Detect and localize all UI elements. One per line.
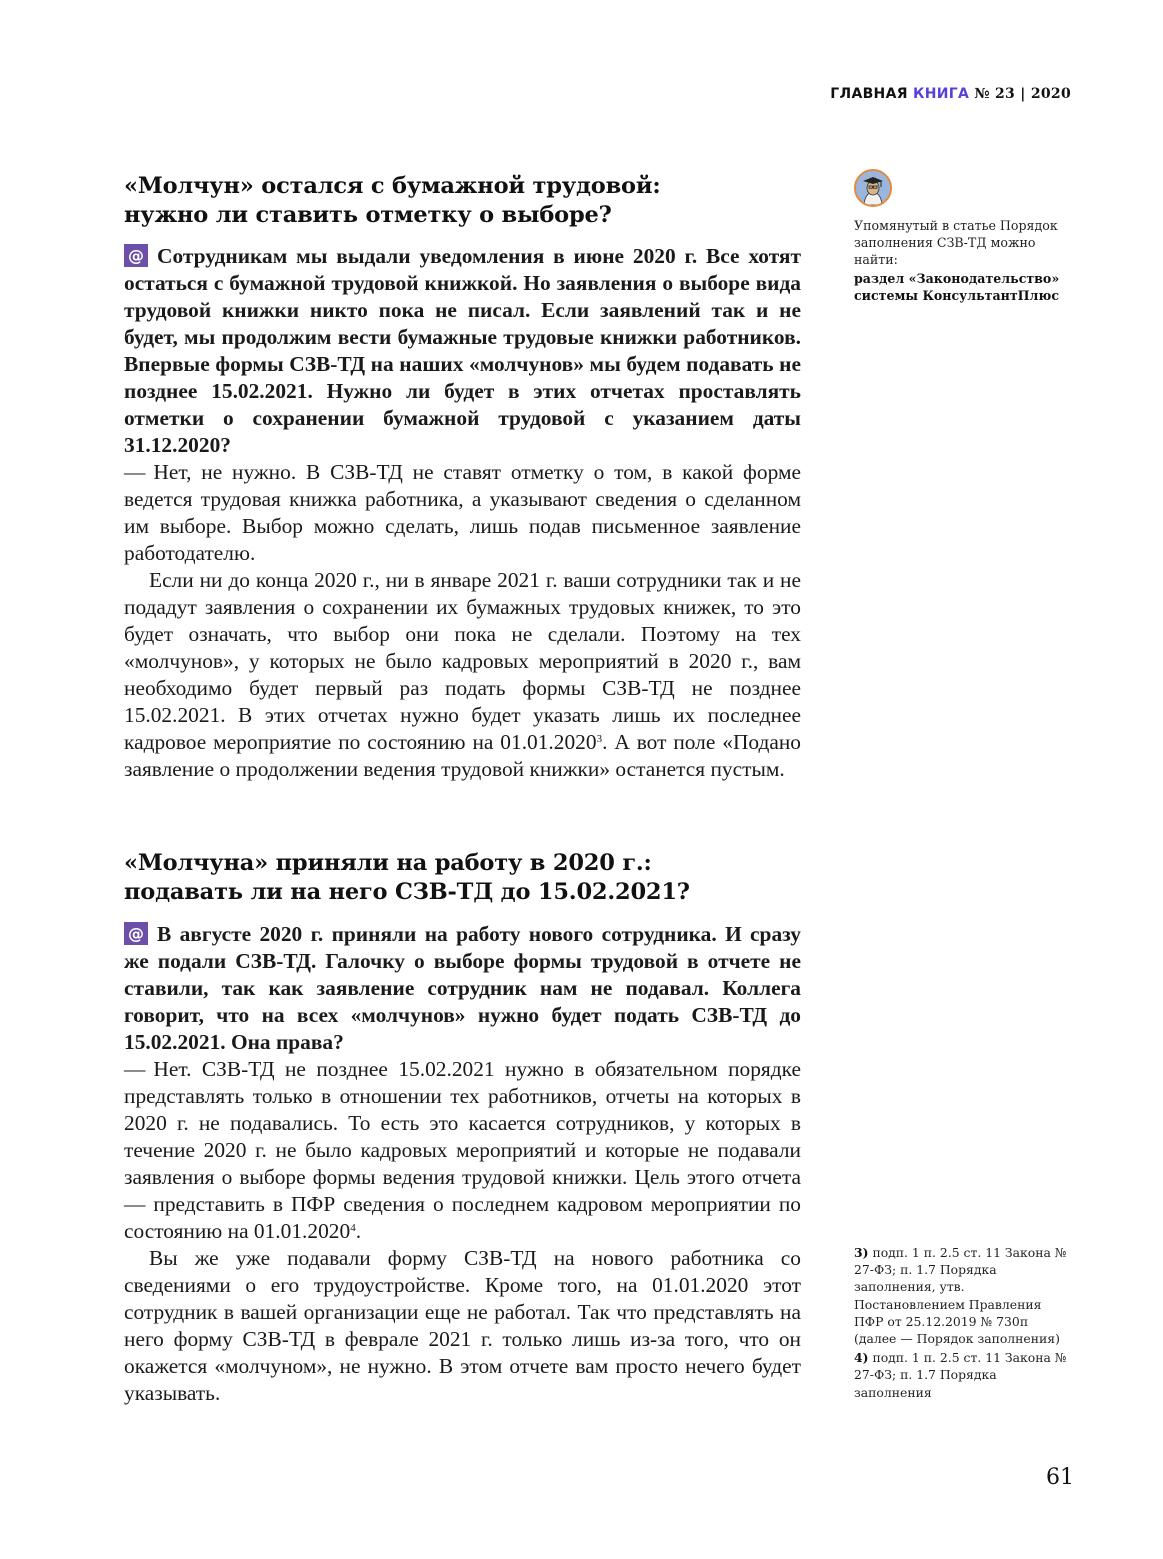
section1-question-text: Сотрудникам мы выдали уведомления в июне 2020 г. Все хотят остаться с бумажной трудовой книжкой. Но заявления о выборе вида трудовой книжки никто пока не писал. Если заявлений так и не будет, мы продолжим вести бумажные трудовые книжки работников. Впервые формы СЗВ-ТД на наших «молчунов» мы будем подавать не позднее 15.02.2021. Нужно ли будет в этих отчетах проставлять отметки о сохранении бумажной трудовой с указанием даты 31.12.2020? [124, 244, 801, 457]
section1-answer-p2 [124, 567, 801, 783]
at-icon: @ [124, 244, 148, 267]
section1-answer-p1-text: Нет, не нужно. В СЗВ-ТД не ставят отметку о том, в какой форме ведется трудовая книжка работника, а указывают сведения о сделанном им выборе. Выбор можно сделать, лишь подав письменное заявление работодателю. [124, 460, 801, 565]
footnote-text: подп. 1 п. 2.5 ст. 11 Закона № 27-ФЗ; п. 1.7 Порядка заполнения, утв. Постановлением Правления ПФР от 25.12.2019 № 730п (далее — Порядок заполнения) [854, 1245, 1067, 1347]
footnote-ref-4[interactable]: 4 [350, 1222, 356, 1234]
page-number: 61 [1046, 1465, 1074, 1490]
footnote-4 [854, 1349, 1072, 1401]
footnote-3 [854, 1244, 1072, 1347]
section2-question-text: В августе 2020 г. приняли на работу нового сотрудника. И сразу же подали СЗВ-ТД. Галочку о выборе формы трудовой в отчете не ставили, так как заявление сотрудник нам не подавал. Коллега говорит, что на всех «молчунов» нужно будет подать СЗВ-ТД до 15.02.2021. Она права? [124, 922, 801, 1054]
section2-answer-p1 [124, 1056, 801, 1245]
section2-answer-p1-tail: . [355, 1219, 362, 1243]
brand-name-part2: КНИГА [912, 86, 970, 102]
section1-answer-p2-tail: . А вот поле «Подано заявление о продолжении ведения трудовой книжки» останется пустым. [124, 730, 802, 781]
at-icon: @ [124, 922, 148, 945]
sidebar-note-text: Упомянутый в статье Порядок заполнения СЗВ-ТД можно найти: [854, 218, 1058, 267]
section2-title-line2: подавать ли на него СЗВ-ТД до 15.02.2021? [124, 879, 690, 905]
brand-name-part1: ГЛАВНАЯ [830, 86, 908, 102]
section1-question [124, 243, 801, 459]
answer-dash: — [124, 1057, 146, 1081]
footnote-text: подп. 1 п. 2.5 ст. 11 Закона № 27-ФЗ; п. 1.7 Порядка заполнения [854, 1350, 1067, 1400]
section1-title-line1: «Молчун» остался с бумажной трудовой: [124, 173, 661, 199]
magazine-masthead [830, 86, 1071, 102]
section1-answer-p2-text: Если ни до конца 2020 г., ни в январе 2021 г. ваши сотрудники так и не подадут заявления о сохранении их бумажных трудовых книжек, то это будет означать, что выбор они пока не сделали. Поэтому на тех «молчунов», у которых не было кадровых мероприятий в 2020 г., вам необходимо будет первый раз подать формы СЗВ-ТД не позднее 15.02.2021. В этих отчетах нужно будет указать лишь их последнее кадровое мероприятие по состоянию на 01.01.2020 [124, 568, 801, 754]
section2-title-line1: «Молчуна» приняли на работу в 2020 г.: [124, 850, 652, 876]
section2-answer-p2: Вы же уже подавали форму СЗВ-ТД на нового работника со сведениями о его трудоустройстве. Кроме того, на 01.01.2020 этот сотрудник в вашей организации еще не работал. Так что представлять на него форму СЗВ-ТД в феврале 2021 г. только лишь из-за того, что он окажется «молчуном», не нужно. В этом отчете вам просто нечего будет указывать. [124, 1246, 801, 1405]
answer-dash: — [124, 460, 146, 484]
section2-answer-p1-text: Нет. СЗВ-ТД не позднее 15.02.2021 нужно в обязательном порядке представлять только в отношении тех работников, отчеты на которых в 2020 г. не подавались. То есть это касается сотрудников, у которых в течение 2020 г. не было кадровых мероприятий и которые не подавали заявления о выборе формы ведения трудовой книжки. Цель этого отчета — представить в ПФР сведения о последнем кадровом мероприятии по состоянию на 01.01.2020 [124, 1057, 801, 1243]
section1-answer-p1 [124, 459, 801, 567]
footnotes [854, 1244, 1072, 1403]
section2-question [124, 921, 801, 1056]
section1-title-line2: нужно ли ставить отметку о выборе? [124, 202, 612, 228]
footnote-number: 4) [854, 1350, 869, 1366]
sidebar-note-source: раздел «Законодательство» системы КонсультантПлюс [854, 271, 1060, 303]
section2-title [124, 849, 801, 907]
footnote-ref-3[interactable]: 3 [596, 733, 603, 745]
expert-avatar-icon [854, 169, 892, 207]
section1-title [124, 172, 801, 230]
sidebar-note [854, 217, 1072, 304]
issue-number: № 23 | 2020 [974, 86, 1071, 102]
footnote-number: 3) [854, 1245, 869, 1260]
section1-body [124, 243, 801, 783]
section2-body [124, 921, 801, 1407]
